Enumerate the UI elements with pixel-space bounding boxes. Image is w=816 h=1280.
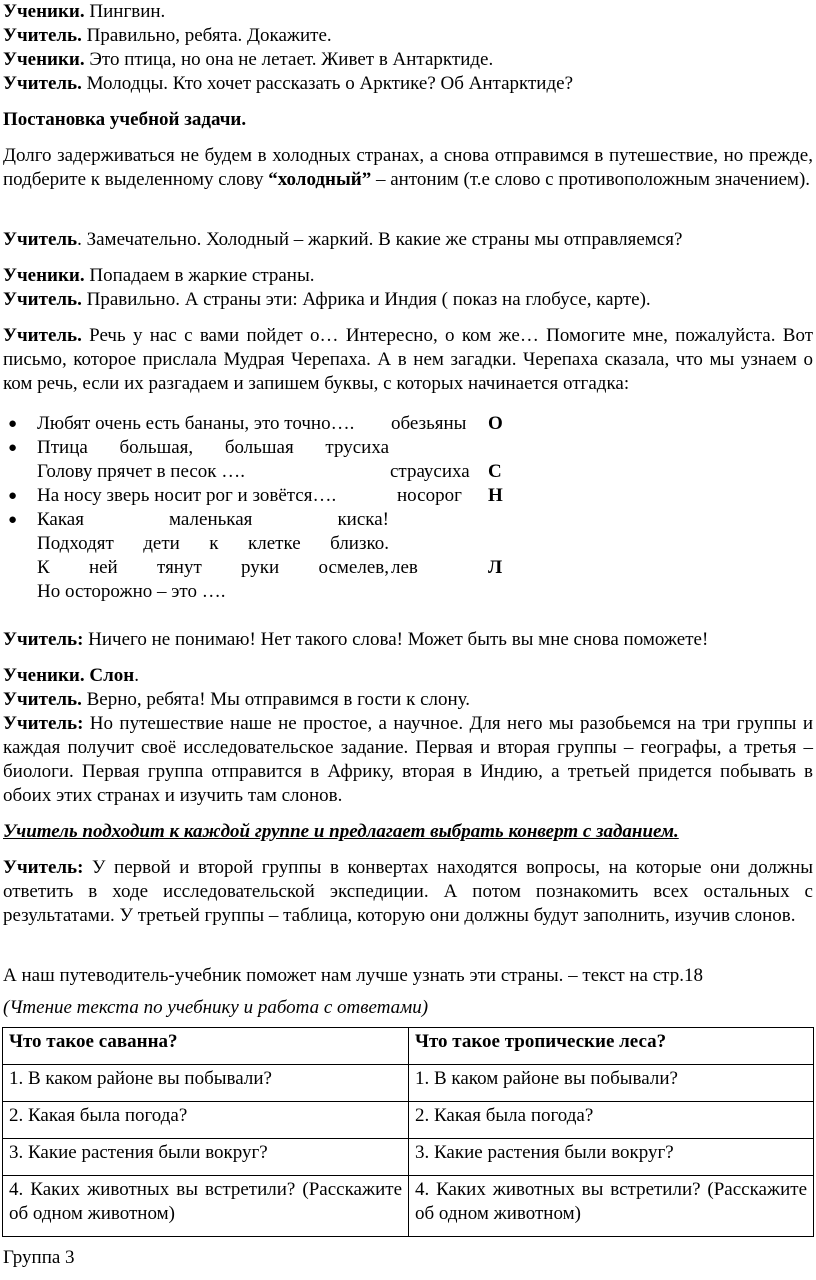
- table-row: [3, 1102, 814, 1139]
- questions-table: [2, 1027, 814, 1237]
- speaker-label: Учитель.: [3, 325, 82, 346]
- dialog-line: [3, 264, 813, 288]
- riddle-text: Но осторожно – это ….: [37, 581, 226, 602]
- bullet-icon: ●: [8, 440, 18, 456]
- speaker-label: Учитель.: [3, 73, 82, 94]
- riddle-item: [0, 412, 816, 436]
- bullet-icon: ●: [8, 416, 18, 432]
- textbook-line: А наш путеводитель-учебник поможет нам лучше узнать эти страны. – текст на стр.18: [3, 965, 703, 986]
- table-cell: 3. Какие растения были вокруг?: [3, 1139, 409, 1176]
- riddle-text: Голову прячет в песок ….: [37, 461, 246, 482]
- speaker-label: Учитель.: [3, 289, 82, 310]
- dialog-text: Попадаем в жаркие страны.: [84, 265, 315, 286]
- riddle-text: Какая маленькая киска!: [37, 509, 389, 530]
- dialog-text: Молодцы. Кто хочет рассказать о Арктике? Об Антарктиде?: [81, 73, 573, 94]
- riddle-text: Птица большая, большая трусиха: [37, 437, 389, 458]
- riddle-line: [0, 532, 816, 556]
- table-row: [3, 1176, 814, 1237]
- highlighted-word: “холодный”: [268, 169, 372, 190]
- table-cell: 1. В каком районе вы побывали?: [3, 1065, 409, 1102]
- groups-paragraph: [3, 712, 813, 808]
- dialog-text: Правильно, ребята. Докажите.: [81, 25, 332, 46]
- dialog-line: [3, 72, 813, 96]
- speaker-label: Учитель.: [3, 689, 82, 710]
- table-header-cell: [3, 1028, 409, 1065]
- riddle-line: [0, 580, 816, 604]
- riddle-line: [0, 556, 816, 580]
- dialog-line: [3, 628, 813, 652]
- section-heading: Постановка учебной задачи.: [3, 109, 247, 130]
- table-header-cell: [409, 1028, 814, 1065]
- dialog-line: [3, 664, 813, 688]
- letter-paragraph: [3, 324, 813, 396]
- table-cell: 3. Какие растения были вокруг?: [409, 1139, 814, 1176]
- riddle-text: На носу зверь носит рог и зовётся….: [37, 485, 337, 506]
- table-cell: 2. Какая была погода?: [3, 1102, 409, 1139]
- riddle-answer: страусиха: [390, 461, 470, 482]
- paragraph-text: – антоним (т.е слово с противоположным значением).: [371, 169, 811, 190]
- table-cell: 1. В каком районе вы побывали?: [409, 1065, 814, 1102]
- dialog-text: Правильно. А страны эти: Африка и Индия ( показ на глобусе, карте).: [81, 289, 651, 310]
- reading-note: (Чтение текста по учебнику и работа с ответами): [3, 997, 429, 1018]
- riddle-answer: обезьяны: [391, 413, 467, 434]
- riddle-text: Подходят дети к клетке близко.: [37, 533, 389, 554]
- dialog-line: [3, 24, 813, 48]
- dialog-line: [3, 48, 813, 72]
- riddle-line: [0, 460, 816, 484]
- speaker-label: Учитель:: [3, 713, 84, 734]
- paragraph-text: Речь у нас с вами пойдет о… Интересно, о ком же… Помогите мне, пожалуйста. Вот письмо, которое прислала Мудрая Черепаха. А в нем загадки. Черепаха сказала, что мы узнаем о ком речь, если их разгадаем и запишем буквы, с которых начинается отгадка:: [3, 325, 813, 394]
- envelope-note: Учитель подходит к каждой группе и предлагает выбрать конверт с заданием.: [3, 821, 679, 842]
- speaker-label: Ученики. Слон: [3, 665, 135, 686]
- paragraph-text: Долго задерживаться не будем в холодных странах, а снова отправимся в путешествие, но прежде, подберите к выделенному слову: [3, 145, 813, 190]
- table-row: [3, 1139, 814, 1176]
- dialog-line: [3, 0, 813, 24]
- speaker-label: Учитель:: [3, 857, 84, 878]
- riddle-letter: О: [488, 413, 503, 434]
- dialog-line: [3, 688, 813, 712]
- dialog-text: .: [134, 665, 139, 686]
- header-text: Что такое саванна?: [9, 1031, 178, 1052]
- table-cell: 4. Каких животных вы встретили? (Расскажите об одном животном): [409, 1176, 814, 1237]
- dialog-line: [3, 228, 813, 252]
- riddle-item: [0, 436, 816, 460]
- riddle-answer: лев: [391, 557, 418, 578]
- bullet-icon: ●: [8, 488, 18, 504]
- paragraph-text: У первой и второй группы в конвертах находятся вопросы, на которые они должны ответить в ходе исследовательской экспедиции. А потом познакомить всех остальных с результатами. У третьей группы – таблица, которую они должны будут заполнить, изучив слонов.: [3, 857, 813, 926]
- dialog-line: [3, 288, 813, 312]
- speaker-label: Учитель.: [3, 25, 82, 46]
- table-header-row: [3, 1028, 814, 1065]
- envelopes-paragraph: [3, 856, 813, 928]
- header-text: Что такое тропические леса?: [415, 1031, 667, 1052]
- riddle-letter: С: [488, 461, 502, 482]
- dialog-text: . Замечательно. Холодный – жаркий. В какие же страны мы отправляемся?: [77, 229, 683, 250]
- table-cell: 2. Какая была погода?: [409, 1102, 814, 1139]
- speaker-label: Ученики.: [3, 49, 85, 70]
- bullet-icon: ●: [8, 512, 18, 528]
- dialog-text: Пингвин.: [84, 1, 166, 22]
- riddle-text: Любят очень есть бананы, это точно….: [37, 413, 355, 434]
- riddle-item: [0, 508, 816, 532]
- group-label: Группа 3: [3, 1247, 75, 1268]
- speaker-label: Ученики.: [3, 265, 85, 286]
- table-row: [3, 1065, 814, 1102]
- dialog-text: Это птица, но она не летает. Живет в Антарктиде.: [84, 49, 494, 70]
- riddle-text: К ней тянут руки осмелев,: [37, 557, 389, 578]
- dialog-text: Ничего не понимаю! Нет такого слова! Может быть вы мне снова поможете!: [83, 629, 709, 650]
- riddle-letter: Н: [488, 485, 503, 506]
- riddle-item: [0, 484, 816, 508]
- dialog-text: Верно, ребята! Мы отправимся в гости к слону.: [81, 689, 471, 710]
- speaker-label: Ученики.: [3, 1, 85, 22]
- speaker-label: Учитель: [3, 229, 78, 250]
- riddle-letter: Л: [488, 557, 503, 578]
- table-cell: 4. Каких животных вы встретили? (Расскажите об одном животном): [3, 1176, 409, 1237]
- speaker-label: Учитель:: [3, 629, 84, 650]
- paragraph-text: Но путешествие наше не простое, а научное. Для него мы разобьемся на три группы и каждая получит своё исследовательское задание. Первая и вторая группы – географы, а третья – биологи. Первая группа отправится в Африку, вторая в Индию, а третьей придется побывать в обоих этих странах и изучить там слонов.: [3, 713, 813, 806]
- task-paragraph: [3, 144, 813, 192]
- riddle-answer: носорог: [397, 485, 462, 506]
